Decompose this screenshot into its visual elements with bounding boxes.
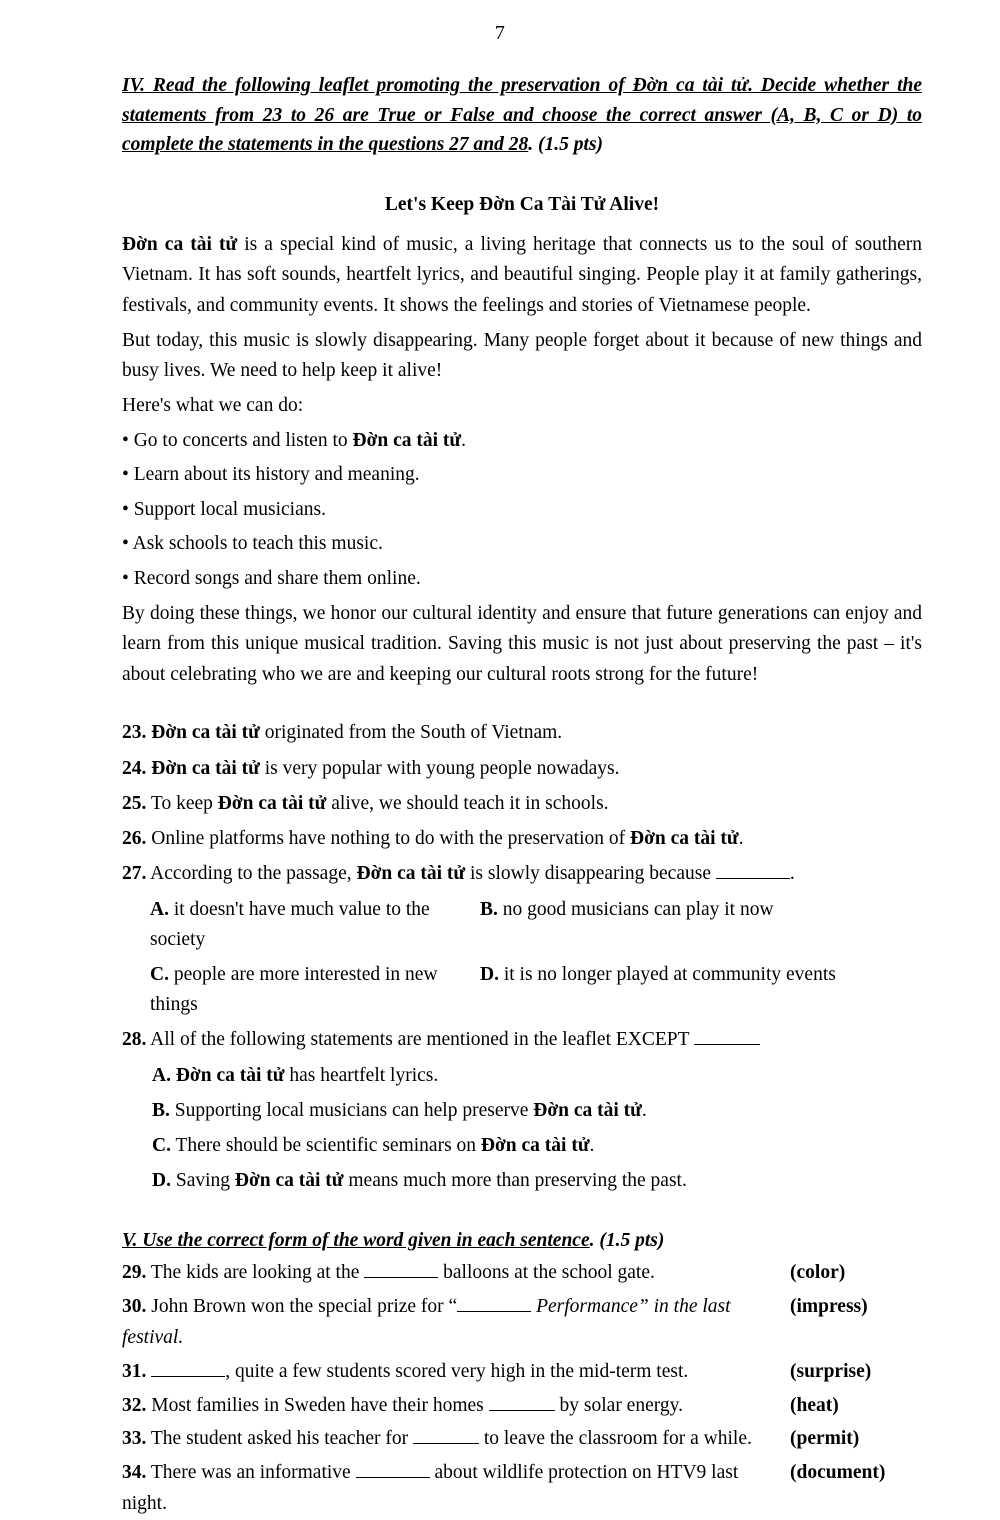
word-form-34-number: 34.	[122, 1462, 147, 1484]
q28-option-c-letter: C.	[152, 1135, 171, 1157]
question-27-options-row-2	[122, 960, 922, 1020]
word-form-30-cue: (impress)	[790, 1296, 868, 1318]
question-28-option-d[interactable]	[122, 1166, 922, 1196]
word-form-33-post: to leave the classroom for a while.	[478, 1428, 752, 1450]
word-form-33-sentence	[122, 1424, 790, 1455]
word-form-34-pre: There was an informative	[146, 1462, 356, 1484]
word-form-33-pre: The student asked his teacher for	[146, 1428, 413, 1450]
option-c-letter: C.	[150, 963, 169, 985]
word-form-32-blank[interactable]	[489, 1410, 555, 1411]
word-form-29-post: balloons at the school gate.	[438, 1262, 655, 1284]
option-b-letter: B.	[480, 898, 498, 920]
word-form-29-blank[interactable]	[364, 1277, 438, 1278]
word-form-item-33	[122, 1424, 922, 1455]
word-form-31-blank[interactable]	[151, 1376, 225, 1377]
question-26	[122, 824, 922, 854]
question-26-number: 26.	[122, 828, 147, 850]
word-form-30-number: 30.	[122, 1296, 147, 1318]
leaflet-bullet-2	[122, 460, 922, 491]
section-v-heading-text: V. Use the correct form of the word given in each sentence	[122, 1230, 590, 1252]
word-form-34-post: about wildlife protection on HTV9 last night.	[122, 1462, 739, 1515]
q28-option-a-letter: A.	[152, 1064, 171, 1086]
question-25-bold: Đờn ca tài tử	[217, 792, 327, 814]
word-form-32-sentence	[122, 1391, 790, 1422]
q28-option-d-bold: Đờn ca tài tử	[234, 1170, 344, 1192]
question-27-bold: Đờn ca tài tử	[356, 863, 466, 885]
question-24-bold: Đờn ca tài tử	[151, 757, 260, 779]
page-number: 7	[494, 22, 506, 44]
bullet-2-pre: • Learn about its history and meaning.	[122, 464, 420, 486]
question-27-blank	[716, 878, 790, 879]
word-form-item-30	[122, 1292, 922, 1354]
word-form-29-pre: The kids are looking at the	[146, 1262, 365, 1284]
option-c-text: people are more interested in new things	[150, 963, 438, 1016]
question-27-option-c[interactable]	[150, 960, 480, 1020]
question-24-post: is very popular with young people nowadays.	[259, 757, 620, 779]
word-form-33-cue: (permit)	[790, 1428, 860, 1450]
question-28-option-c[interactable]	[122, 1131, 922, 1161]
section-v-heading	[122, 1230, 922, 1252]
question-28-option-b[interactable]	[122, 1096, 922, 1126]
leaflet-closing-paragraph: By doing these things, we honor our cultural identity and ensure that future generations can enjoy and learn from this unique musical tradition. Saving this music is not just about preserving the past – it's about celebrating who we are and keeping our cultural roots strong for the future!	[122, 602, 922, 685]
word-form-33-number: 33.	[122, 1428, 147, 1450]
questions-block	[122, 718, 922, 1196]
leaflet-bullet-4	[122, 529, 922, 560]
question-23-post: originated from the South of Vietnam.	[259, 722, 563, 744]
question-26-post: .	[738, 828, 744, 850]
question-23	[122, 718, 922, 748]
section-iv-points: . (1.5 pts)	[528, 134, 604, 156]
question-27-option-a[interactable]	[150, 895, 480, 955]
q28-option-c-post: .	[589, 1135, 595, 1157]
section-v-points: . (1.5 pts)	[589, 1230, 665, 1252]
bullet-3-pre: • Support local musicians.	[122, 498, 326, 520]
word-form-34-cue: (document)	[790, 1462, 886, 1484]
word-form-29-sentence	[122, 1258, 790, 1289]
question-27	[122, 859, 922, 889]
bullet-4-pre: • Ask schools to teach this music.	[122, 533, 383, 555]
question-26-bold: Đờn ca tài tử	[629, 828, 739, 850]
question-28-blank	[694, 1044, 760, 1045]
word-form-34-sentence	[122, 1458, 790, 1520]
word-form-30-blank[interactable]	[457, 1311, 531, 1312]
leaflet-bullet-3	[122, 495, 922, 526]
leaflet-paragraph-2	[122, 326, 922, 387]
word-form-item-31	[122, 1357, 922, 1388]
leaflet-paragraph-1	[122, 230, 922, 322]
question-25-post: alive, we should teach it in schools.	[326, 792, 609, 814]
q28-option-d-pre: Saving	[170, 1170, 235, 1192]
bullet-1-pre: • Go to concerts and listen to	[122, 429, 353, 451]
word-form-29-cue: (color)	[790, 1262, 846, 1284]
q28-option-b-post: .	[641, 1099, 647, 1121]
q28-option-b-letter: B.	[152, 1099, 170, 1121]
question-27-number: 27.	[122, 863, 147, 885]
option-d-letter: D.	[480, 963, 499, 985]
question-27-option-d[interactable]	[480, 960, 922, 1020]
bullet-1-bold: Đờn ca tài tử	[352, 429, 462, 451]
leaflet-paragraph-1-text: is a special kind of music, a living heritage that connects us to the soul of southern Vietnam. It has soft sounds, heartfelt lyrics, and beautiful singing. People play it at family gatherings, festivals, and community events. It shows the feelings and stories of Vietnamese people.	[122, 233, 922, 317]
bullet-5-pre: • Record songs and share them online.	[122, 567, 421, 589]
leaflet-bullet-1	[122, 426, 922, 457]
section-iv-heading-text: IV. Read the following leaflet promoting the preservation of Đờn ca tài tử. Decide whether the statements from 23 to 26 are True or False and choose the correct answer (A, B, C or D) to complete the statements in the questions 27 and 28	[122, 75, 922, 156]
question-28-text: All of the following statements are mentioned in the leaflet EXCEPT	[146, 1029, 695, 1051]
word-form-31-pre	[146, 1361, 151, 1382]
q28-option-b-bold: Đờn ca tài tử	[533, 1099, 642, 1121]
option-a-text: it doesn't have much value to the society	[150, 898, 430, 950]
question-27-end: .	[789, 863, 795, 885]
leaflet-title: Let's Keep Đờn Ca Tài Tử Alive!	[384, 193, 660, 215]
word-form-31-number: 31.	[122, 1360, 147, 1382]
leaflet-bullet-5	[122, 564, 922, 595]
word-form-31-post: , quite a few students scored very high in the mid-term test.	[225, 1360, 689, 1382]
word-form-33-blank[interactable]	[413, 1443, 479, 1444]
q28-option-c-pre: There should be scientific seminars on	[170, 1135, 481, 1157]
word-form-30-sentence	[122, 1292, 790, 1354]
word-form-29-number: 29.	[122, 1262, 147, 1284]
word-form-32-cue: (heat)	[790, 1394, 839, 1416]
q28-option-b-pre: Supporting local musicians can help preserve	[169, 1099, 534, 1121]
question-23-number: 23.	[122, 722, 147, 744]
word-form-item-34	[122, 1458, 922, 1520]
bullet-1-post: .	[461, 429, 466, 451]
option-d-text: it is no longer played at community events	[498, 963, 836, 985]
question-24	[122, 754, 922, 784]
leaflet-paragraph-1-lead: Đờn ca tài tử	[122, 233, 238, 255]
leaflet-paragraph-3	[122, 391, 922, 422]
word-form-31-cue: (surprise)	[790, 1360, 872, 1382]
section-v	[122, 1230, 922, 1519]
question-27-options-row-1	[122, 895, 922, 955]
question-27-post: is slowly disappearing because	[465, 863, 716, 885]
question-26-pre: Online platforms have nothing to do with the preservation of	[146, 828, 630, 850]
word-form-30-pre: John Brown won the special prize for “	[146, 1296, 458, 1318]
question-24-number: 24.	[122, 757, 147, 779]
word-form-item-29	[122, 1258, 922, 1289]
leaflet-paragraph-2-text: But today, this music is slowly disappearing. Many people forget about it because of new things and busy lives. We need to help keep it alive!	[122, 329, 922, 382]
question-28	[122, 1025, 922, 1055]
question-28-option-a[interactable]	[122, 1061, 922, 1091]
question-25-pre: To keep	[146, 792, 218, 814]
q28-option-a-bold: Đờn ca tài tử	[175, 1064, 285, 1086]
word-form-30-post: Performance” in the last festival.	[122, 1296, 731, 1349]
question-23-bold: Đờn ca tài tử	[151, 722, 260, 744]
word-form-item-32	[122, 1391, 922, 1422]
leaflet-paragraph-3-text: Here's what we can do:	[122, 394, 304, 416]
word-form-31-sentence	[122, 1357, 790, 1388]
word-form-34-blank[interactable]	[356, 1477, 430, 1478]
q28-option-d-letter: D.	[152, 1170, 171, 1192]
q28-option-d-post: means much more than preserving the past.	[343, 1170, 687, 1192]
q28-option-a-post: has heartfelt lyrics.	[284, 1064, 439, 1086]
section-iv-heading	[122, 71, 922, 160]
question-28-number: 28.	[122, 1029, 147, 1051]
question-25-number: 25.	[122, 792, 147, 814]
word-form-32-number: 32.	[122, 1394, 147, 1416]
question-27-pre: According to the passage,	[146, 863, 357, 885]
option-a-letter: A.	[150, 898, 169, 920]
word-form-32-post: by solar energy.	[554, 1394, 683, 1416]
word-form-32-pre: Most families in Sweden have their homes	[146, 1394, 489, 1416]
option-b-text: no good musicians can play it now	[497, 898, 774, 920]
question-25	[122, 789, 922, 819]
q28-option-c-bold: Đờn ca tài tử	[480, 1135, 590, 1157]
question-27-option-b[interactable]	[480, 895, 922, 955]
